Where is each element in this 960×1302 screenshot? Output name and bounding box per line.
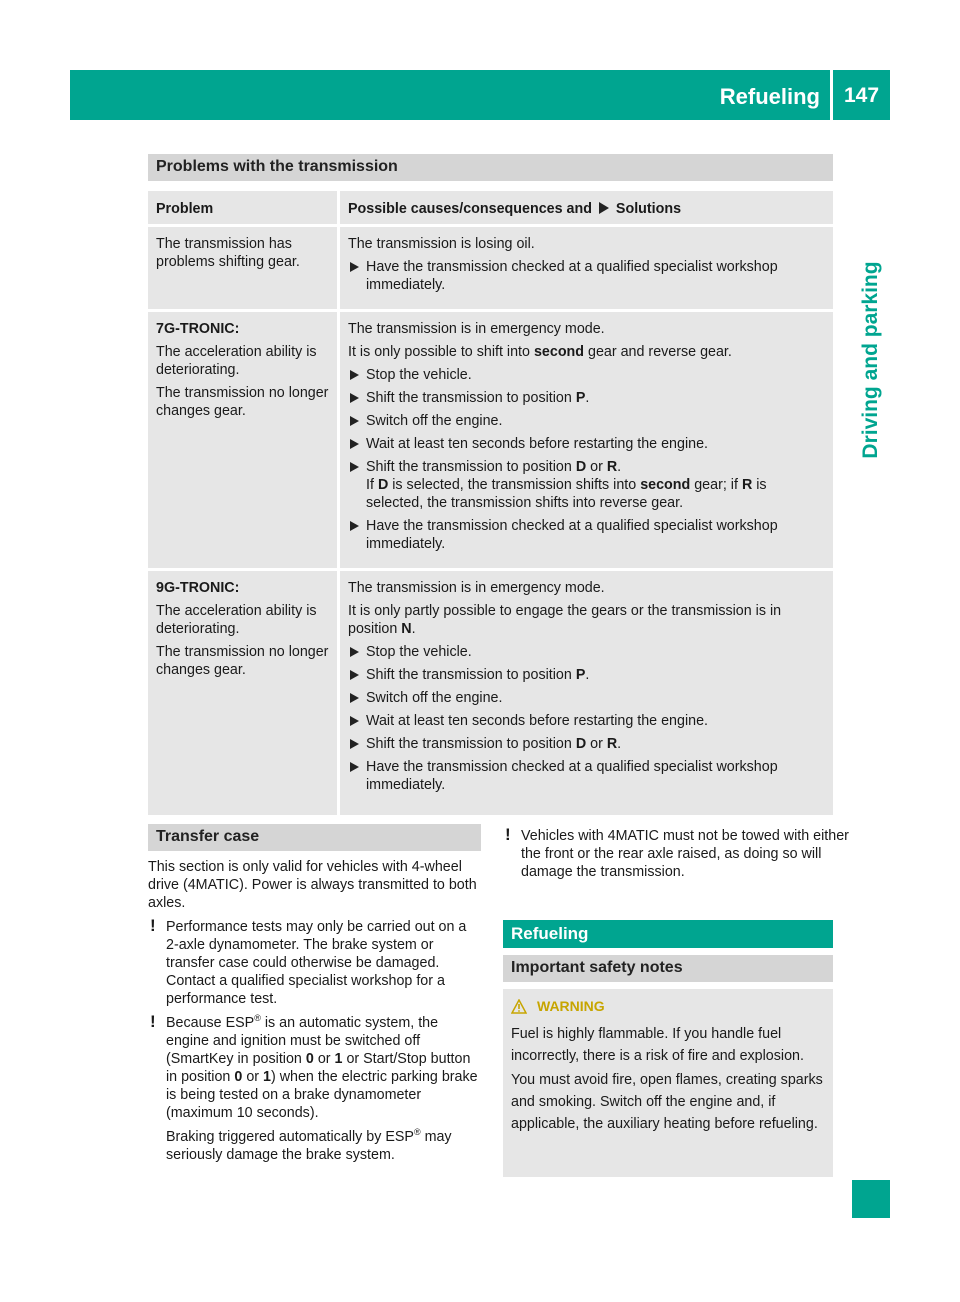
exclamation-icon: ! xyxy=(150,916,156,935)
page-number: 147 xyxy=(844,84,880,107)
running-header-title: Refueling xyxy=(719,84,820,109)
list-item: Have the transmission checked at a qualified specialist workshop immediately. xyxy=(348,258,825,294)
refueling-section-heading: Refueling xyxy=(503,920,833,948)
notice-performance-tests: ! Performance tests may only be carried out on a 2-axle dynamometer. The brake system or transfer case could otherwise be damaged. Contact a qualified specialist workshop for a performance test. xyxy=(150,916,467,1007)
list-item: Wait at least ten seconds before restarting the engine. xyxy=(348,435,825,453)
list-item: Shift the transmission to position P. xyxy=(348,666,825,684)
notice-4matic-towing: ! Vehicles with 4MATIC must not be towed with either the front or the rear axle raised, as doing so will damage the transmission. xyxy=(505,825,849,880)
list-item: Have the transmission checked at a qualified specialist workshop immediately. xyxy=(348,517,825,553)
exclamation-icon: ! xyxy=(505,825,511,844)
problem-cell: 9G-TRONIC: The acceleration ability is deteriorating. The transmission no longer changes gear. xyxy=(148,571,340,815)
exclamation-icon: ! xyxy=(150,1012,156,1031)
solution-cell: The transmission is losing oil. Have the transmission checked at a qualified specialist workshop immediately. xyxy=(340,227,833,309)
list-item: Switch off the engine. xyxy=(348,412,825,430)
table-row xyxy=(148,312,833,568)
transfer-case-intro: This section is only valid for vehicles with 4-wheel drive (4MATIC). Power is always transmitted to both axles. xyxy=(148,859,477,911)
warning-triangle-icon xyxy=(511,999,527,1014)
list-item: Have the transmission checked at a qualified specialist workshop immediately. xyxy=(348,758,825,794)
notice-esp-brake: ! Because ESP® is an automatic system, the engine and ignition must be switched off (SmartKey in position 0 or 1 or Start/Stop button in position 0 or 1) when the electric parking brake is being tested on a brake dynamometer (maximum 10 seconds). Braking triggered automatically by ESP® may seriously damage the brake system. xyxy=(150,1012,478,1163)
list-item: Stop the vehicle. xyxy=(348,643,825,661)
list-item: Wait at least ten seconds before restarting the engine. xyxy=(348,712,825,730)
table-row xyxy=(148,571,833,815)
col-header-problem: Problem xyxy=(148,191,340,224)
list-item: Stop the vehicle. xyxy=(348,366,825,384)
warning-text: Fuel is highly flammable. If you handle fuel incorrectly, there is a risk of fire and explosion. xyxy=(511,1026,804,1064)
header-divider xyxy=(830,70,833,120)
table-row xyxy=(148,227,833,309)
list-item: Shift the transmission to position D or R. If D is selected, the transmission shifts into second gear; if R is selected, the transmission shifts into reverse gear. xyxy=(348,458,825,512)
col-header-solutions: Possible causes/consequences and Solutions xyxy=(340,191,833,224)
list-item: Shift the transmission to position P. xyxy=(348,389,825,407)
transfer-case-body xyxy=(148,858,481,1170)
solution-arrow-icon xyxy=(599,202,609,214)
chapter-label: Driving and parking xyxy=(859,261,882,459)
list-item: Shift the transmission to position D or R. xyxy=(348,735,825,753)
chapter-side-tab xyxy=(852,230,890,490)
solution-cell: The transmission is in emergency mode. It is only partly possible to engage the gears or the transmission is in position N. Stop the vehicle. Shift the transmission to position P. Switch off the engine. Wait at least ten seconds before restarting the engine. Shift the transmission to position D or R. Have the transmission checked at a qualified specialist workshop immediately. xyxy=(340,571,833,815)
warning-text: You must avoid fire, open flames, creating sparks and smoking. Switch off the engine and, if applicable, the auxiliary heating before refueling. xyxy=(511,1072,823,1132)
transmission-table xyxy=(148,188,833,818)
table-title: Problems with the transmission xyxy=(148,154,833,181)
list-item: Switch off the engine. xyxy=(348,689,825,707)
problem-cell: The transmission has problems shifting gear. xyxy=(148,227,340,309)
chapter-marker xyxy=(852,1180,890,1218)
warning-title: WARNING xyxy=(511,995,825,1017)
problem-cell: 7G-TRONIC: The acceleration ability is deteriorating. The transmission no longer changes gear. xyxy=(148,312,340,568)
transfer-case-heading: Transfer case xyxy=(148,824,481,851)
solution-cell: The transmission is in emergency mode. It is only possible to shift into second gear and reverse gear. Stop the vehicle. Shift the transmission to position P. Switch off the engine. Wait at least ten seconds before restarting the engine. Shift the transmission to position D or R. If D is selected, the transmission shifts into second gear; if R is selected, the transmission shifts into reverse gear. Have the transmission checked at a qualified specialist workshop immediately. xyxy=(340,312,833,568)
table-header-row xyxy=(148,191,833,224)
safety-notes-heading: Important safety notes xyxy=(503,955,833,982)
warning-box xyxy=(503,989,833,1177)
